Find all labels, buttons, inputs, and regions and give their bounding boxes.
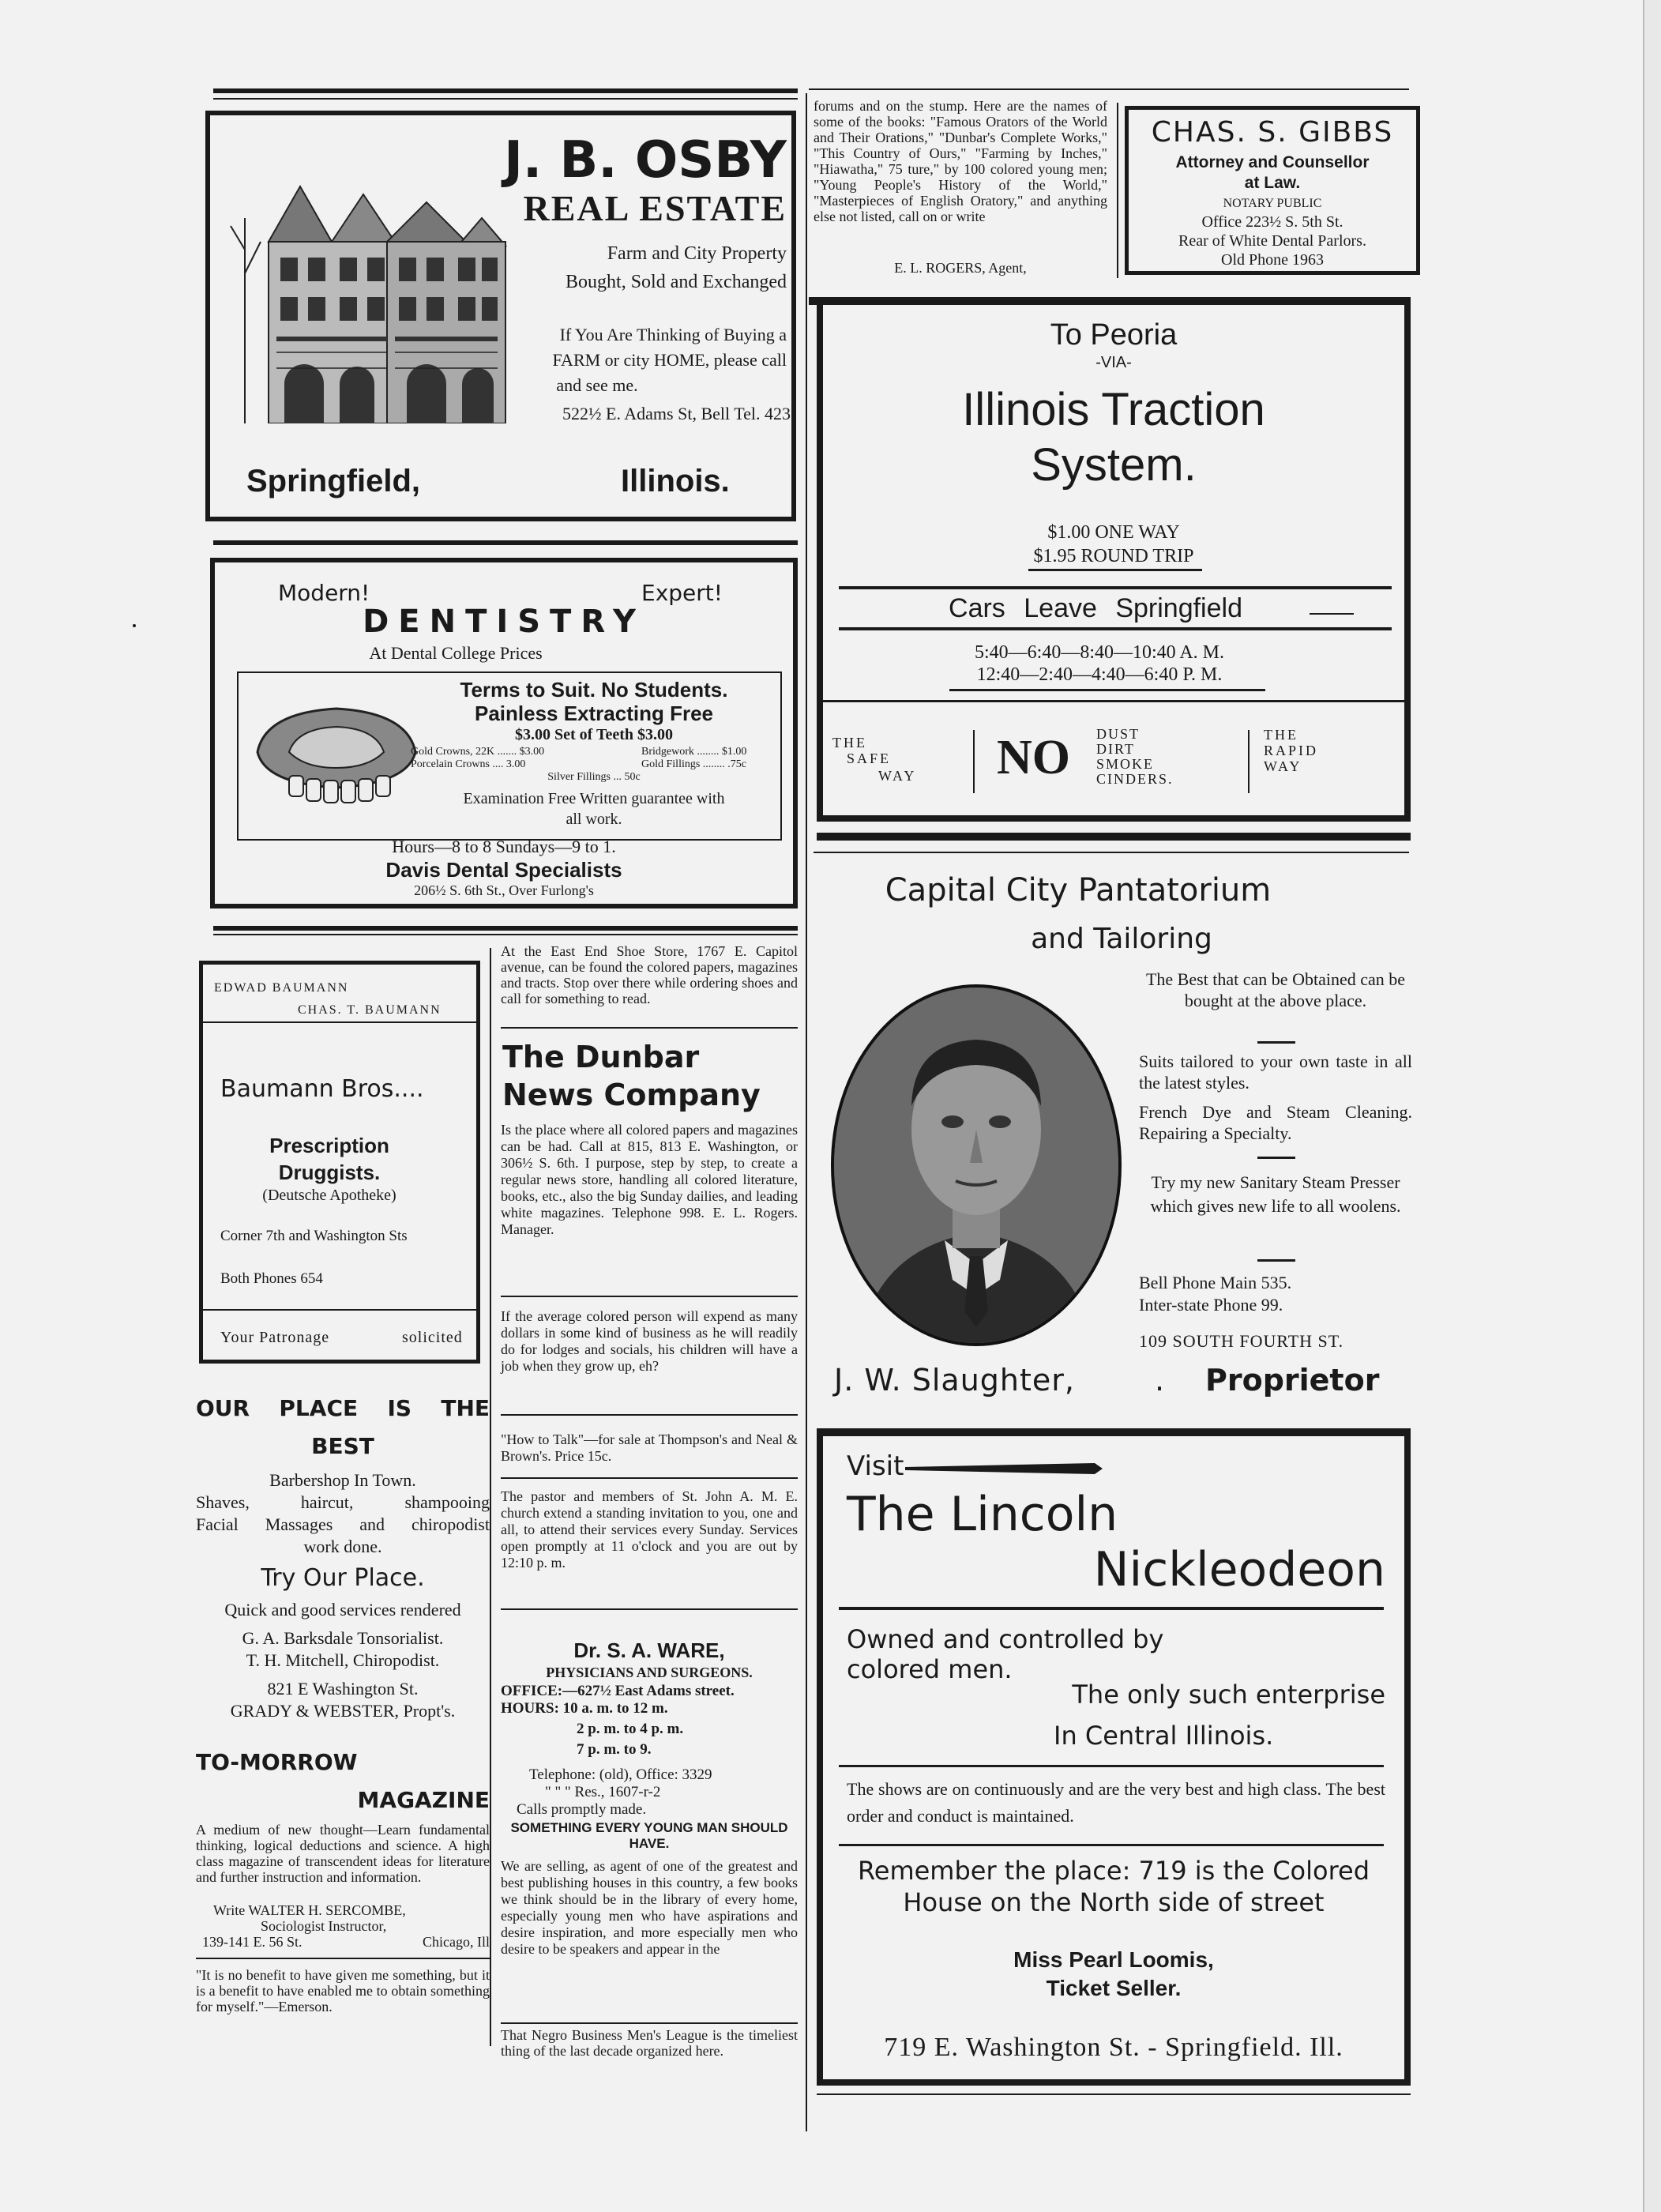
lincoln-remember1: Remember the place: 719 is the Colored	[857, 1856, 1370, 1886]
tomorrow-heading2: MAGAZINE	[357, 1787, 490, 1813]
baumann-name2: CHAS. T. BAUMANN	[298, 1003, 442, 1017]
dunbar-title2: News Company	[502, 1078, 761, 1112]
lincoln-visit-arrow	[905, 1463, 1103, 1474]
traction-safe-3: WAY	[878, 768, 917, 784]
barber-line5: Quick and good services rendered	[224, 1600, 461, 1620]
traction-bottom-rule	[817, 833, 1411, 841]
tomorrow-text: A medium of new thought—Learn fundamental thinking, logical deductions and science. A high class magazine of transcendent ideas for literature and further instruction and information.	[196, 1822, 490, 1885]
ware-tel2: " " " Res., 1607-r-2	[545, 1784, 661, 1800]
dentistry-row1a: Gold Crowns, 22K ....... $3.00	[411, 746, 545, 758]
pantatorium-p2: Suits tailored to your own taste in all the latest styles.	[1139, 1051, 1412, 1093]
lincoln-seller1: Miss Pearl Loomis,	[1013, 1947, 1214, 1972]
emerson-quote: "It is no benefit to have given me something, but it is a benefit to have enabled me to obtain something for myself."—Emerson.	[196, 1967, 490, 2014]
dentistry-inner-box	[237, 672, 782, 841]
dentistry-terms: Terms to Suit. No Students.	[460, 678, 728, 702]
traction-no-2: DIRT	[1096, 741, 1135, 757]
traction-to: To Peoria	[1050, 318, 1178, 352]
osby-title: REAL ESTATE	[523, 188, 787, 228]
lincoln-rule2	[839, 1765, 1384, 1767]
dentistry-row2b: Gold Fillings ........ .75c	[641, 758, 747, 770]
dentistry-prices: At Dental College Prices	[369, 643, 543, 663]
lincoln-rule3	[839, 1844, 1384, 1846]
dentistry-firm: Davis Dental Specialists	[385, 858, 622, 882]
tomorrow-heading1: TO-MORROW	[196, 1749, 358, 1775]
young-man-title: SOMETHING EVERY YOUNG MAN SHOULD HAVE.	[510, 1820, 788, 1851]
slaughter-portrait	[826, 980, 1126, 1351]
books-agent-signature: E. L. ROGERS, Agent,	[894, 260, 1027, 276]
lincoln-rule1	[839, 1607, 1384, 1610]
baumann-ad	[199, 961, 480, 1364]
osby-real-estate-ad	[205, 111, 796, 521]
lincoln-only2: In Central Illinois.	[1054, 1721, 1274, 1751]
top-rule-left-thin	[213, 98, 798, 100]
dentistry-row1b: Bridgework ........ $1.00	[641, 746, 747, 758]
dentistry-hours: Hours—8 to 8 Sundays—9 to 1.	[392, 837, 616, 856]
mid-rule3	[501, 1414, 798, 1416]
tomorrow-write: Write WALTER H. SERCOMBE,	[213, 1902, 406, 1918]
dentistry-address: 206½ S. 6th St., Over Furlong's	[414, 882, 594, 898]
tomorrow-address: 139-141 E. 56 St.	[202, 1934, 303, 1950]
lincoln-shows: The shows are on continuously and are the very best and high class. The best order and conduct is maintained.	[847, 1779, 1385, 1826]
gibbs-name: CHAS. S. GIBBS	[1151, 116, 1394, 149]
ware-hours3: 7 p. m. to 9.	[577, 1741, 652, 1758]
top-rule-left	[213, 88, 798, 93]
traction-no: NO	[997, 731, 1070, 784]
gibbs-rear: Rear of White Dental Parlors.	[1178, 232, 1366, 250]
lincoln-address: 719 E. Washington St. - Springfield. Ill.	[884, 2033, 1343, 2062]
baumann-name1: EDWAD BAUMANN	[214, 981, 349, 995]
barber-line1: Barbershop In Town.	[269, 1470, 416, 1490]
barber-line3: Facial Massages and chiropodist	[196, 1514, 490, 1534]
dentistry-set: $3.00 Set of Teeth $3.00	[515, 726, 673, 743]
page-edge	[1643, 0, 1661, 2212]
lincoln-visit: Visit	[847, 1450, 904, 1482]
gibbs-phone: Old Phone 1963	[1221, 251, 1324, 269]
pantatorium-p4: Try my new Sanitary Steam Presser which gives new life to all woolens.	[1150, 1172, 1401, 1216]
traction-one-way: $1.00 ONE WAY	[1047, 522, 1180, 543]
gibbs-notary: NOTARY PUBLIC	[1223, 197, 1322, 210]
traction-rapid-3: WAY	[1264, 758, 1302, 774]
top-rule-right	[809, 88, 1409, 90]
baumann-footer-rule	[203, 1309, 476, 1311]
how-to-talk-text: "How to Talk"—for sale at Thompson's and Neal & Brown's. Price 15c.	[501, 1431, 798, 1464]
pantatorium-phone2: Inter-state Phone 99.	[1139, 1295, 1283, 1315]
osby-line1: Farm and City Property	[607, 243, 787, 264]
pantatorium-p1: The Best that can be Obtained can be bought at the above place.	[1145, 969, 1406, 1010]
osby-city: Springfield,	[246, 464, 420, 498]
pantatorium-title1: Capital City Pantatorium	[885, 872, 1272, 908]
barber-heading1: OUR PLACE IS THE	[196, 1395, 490, 1421]
baumann-firm: Baumann Bros....	[220, 1075, 424, 1103]
gibbs-attorney-ad	[1125, 106, 1420, 275]
traction-ad	[817, 303, 1411, 822]
pantatorium-top-rule	[814, 852, 1409, 853]
pantatorium-p3: French Dye and Steam Cleaning. Repairing a Specialty.	[1139, 1102, 1412, 1143]
gibbs-side-rule	[1117, 103, 1118, 278]
traction-rapid-2: RAPID	[1264, 743, 1319, 758]
traction-safe-2: SAFE	[847, 750, 892, 766]
traction-col-rule1	[973, 730, 975, 793]
traction-times-pm: 12:40—2:40—4:40—6:40 P. M.	[976, 664, 1223, 685]
books-list-text: forums and on the stump. Here are the names of some of the books: "Famous Orators of the World and Their Orations," "Dunbar's Complete Works," "This Country of Ours," "Farming by Inches," "Hiawatha," 75 ture," by 100 colored young men; "Young People's History of the World," "Masterpieces of English Oratory," and anything else not listed, call on or write	[814, 98, 1107, 224]
ware-office: OFFICE:—627½ East Adams street.	[501, 1683, 735, 1699]
traction-cars-leave: Cars Leave Springfield	[949, 593, 1242, 623]
dentistry-title: DENTISTRY	[363, 604, 645, 640]
mid-rule6	[501, 2022, 798, 2024]
osby-address: 522½ E. Adams St, Bell Tel. 423	[562, 404, 791, 423]
dentistry-top-rule	[213, 540, 798, 545]
column-divider-center	[806, 93, 807, 2131]
traction-divider3	[823, 700, 1404, 702]
pantatorium-sep1	[1257, 1041, 1295, 1044]
ware-hours2: 2 p. m. to 4 p. m.	[577, 1721, 684, 1737]
barber-line7: T. H. Mitchell, Chiropodist.	[246, 1650, 440, 1670]
baumann-line3: (Deutsche Apotheke)	[262, 1187, 396, 1204]
lincoln-owned2: colored men.	[847, 1654, 1013, 1684]
dunbar-title1: The Dunbar	[502, 1040, 700, 1074]
osby-pitch1: If You Are Thinking of Buying a	[559, 325, 787, 344]
traction-via: -VIA-	[1095, 354, 1132, 371]
tomorrow-role: Sociologist Instructor,	[261, 1918, 387, 1934]
lincoln-only1: The only such enterprise	[1072, 1680, 1385, 1710]
barber-line2: Shaves, haircut, shampooing	[196, 1492, 490, 1512]
mid-rule4	[501, 1477, 798, 1479]
pantatorium-title2: and Tailoring	[1031, 923, 1212, 955]
ware-tel1: Telephone: (old), Office: 3329	[529, 1766, 712, 1783]
young-man-text: We are selling, as agent of one of the greatest and best publishing houses in this country, a few books we think should be in the library of every home, especially young men who have aspirations and desire inspiration, and more especially men who desire to be speakers and appear in the	[501, 1858, 798, 1957]
osby-pitch2: FARM or city HOME, please call	[552, 350, 787, 370]
ware-hours1: HOURS: 10 a. m. to 12 m.	[501, 1700, 668, 1717]
barber-line4: work done.	[303, 1537, 382, 1556]
lincoln-owned1: Owned and controlled by	[847, 1624, 1164, 1654]
lincoln-name1: The Lincoln	[847, 1487, 1118, 1542]
barber-try: Try Our Place.	[261, 1564, 425, 1592]
pastor-text: The pastor and members of St. John A. M. E. church extend a standing invitation to you, one and all, to attend their services every Sunday. Services open promptly at 11 o'clock and you are out by 12:10 p. m.	[501, 1488, 798, 1571]
traction-no-4: CINDERS.	[1096, 771, 1174, 787]
dentistry-exam1: Examination Free Written guarantee with	[463, 790, 725, 807]
osby-name: J. B. OSBY	[504, 131, 787, 190]
column-divider-mid	[490, 948, 491, 2046]
osby-pitch3: and see me.	[556, 375, 638, 395]
ware-calls: Calls promptly made.	[517, 1801, 647, 1818]
dentistry-expert: Expert!	[641, 580, 723, 606]
barber-line6: G. A. Barksdale Tonsorialist.	[242, 1628, 444, 1648]
baumann-header-rule	[203, 1021, 476, 1023]
lincoln-ad	[817, 1435, 1411, 2086]
pantatorium-address: 109 SOUTH FOURTH ST.	[1139, 1331, 1344, 1351]
barber-line8: 821 E Washington St.	[267, 1679, 419, 1698]
pantatorium-phone1: Bell Phone Main 535.	[1139, 1273, 1292, 1292]
gibbs-office: Office 223½ S. 5th St.	[1201, 213, 1343, 231]
traction-name2: System.	[1031, 439, 1197, 491]
dentistry-bottom-rule-thin	[213, 934, 798, 935]
baumann-phones: Both Phones 654	[220, 1270, 323, 1287]
baumann-patron1: Your Patronage	[220, 1329, 330, 1346]
mid-rule2	[501, 1296, 798, 1297]
pantatorium-owner: J. W. Slaughter,	[834, 1363, 1075, 1398]
traction-price-rule	[1028, 569, 1202, 571]
gibbs-role1: Attorney and Counsellor	[1175, 153, 1370, 171]
traction-cars-dash	[1310, 613, 1354, 615]
pantatorium-sep2	[1257, 1157, 1295, 1159]
shoe-store-text: At the East End Shoe Store, 1767 E. Capitol avenue, can be found the colored papers, magazines and tracts. Stop over there while ordering shoes and call for something to read.	[501, 943, 798, 1006]
dentistry-painless: Painless Extracting Free	[474, 702, 714, 725]
mid-rule5	[501, 1608, 798, 1610]
lincoln-name2: Nickleodeon	[1093, 1542, 1385, 1597]
traction-times-rule	[949, 689, 1265, 691]
traction-no-1: DUST	[1096, 726, 1141, 742]
pantatorium-dot: .	[1155, 1363, 1165, 1398]
gibbs-role2: at Law.	[1244, 174, 1301, 192]
traction-no-3: SMOKE	[1096, 756, 1155, 772]
dentistry-row2a: Porcelain Crowns .... 3.00	[411, 758, 526, 770]
traction-round-trip: $1.95 ROUND TRIP	[1033, 546, 1194, 566]
dentistry-bottom-rule	[213, 926, 798, 931]
ink-speck	[133, 624, 136, 627]
baumann-patron2: solicited	[402, 1329, 463, 1346]
traction-safe-1: THE	[832, 735, 867, 750]
dentistry-row3: Silver Fillings ... 50c	[547, 771, 641, 783]
pantatorium-role: Proprietor	[1205, 1363, 1380, 1398]
traction-divider2	[839, 627, 1392, 630]
tomorrow-city: Chicago, Ill	[423, 1934, 490, 1950]
osby-state: Illinois.	[621, 464, 730, 498]
ware-sub: PHYSICIANS AND SURGEONS.	[546, 1665, 753, 1680]
townhouse-illustration	[229, 155, 513, 423]
traction-name1: Illinois Traction	[962, 384, 1265, 435]
lincoln-seller2: Ticket Seller.	[1046, 1976, 1182, 2000]
baumann-line1: Prescription	[269, 1134, 389, 1157]
lincoln-bottom-rule	[817, 2094, 1411, 2095]
baumann-line2: Druggists.	[278, 1161, 381, 1184]
traction-times-am: 5:40—6:40—8:40—10:40 A. M.	[974, 642, 1225, 663]
traction-col-rule2	[1248, 730, 1250, 793]
pantatorium-sep3	[1257, 1259, 1295, 1262]
osby-line2: Bought, Sold and Exchanged	[566, 272, 787, 292]
ware-name: Dr. S. A. WARE,	[573, 1638, 725, 1662]
dunbar-text: Is the place where all colored papers and magazines can be had. Call at 815, 813 E. Washington, or 306½ S. 6th. I purpose, step by step, to create a regular news store, handling all colored literature, books, etc., also the big Sunday dailies, and leading white magazines. Telephone 998. E. L. Rogers. Manager.	[501, 1122, 798, 1237]
barber-line9: GRADY & WEBSTER, Propt's.	[230, 1701, 456, 1721]
tomorrow-rule	[196, 1958, 490, 1959]
mid-rule1	[501, 1027, 798, 1029]
dentistry-modern: Modern!	[278, 580, 370, 606]
lincoln-remember2: House on the North side of street	[903, 1887, 1325, 1917]
dentistry-exam2: all work.	[566, 811, 622, 828]
traction-rapid-1: THE	[1264, 727, 1298, 743]
league-text: That Negro Business Men's League is the timeliest thing of the last decade organized here.	[501, 2027, 798, 2059]
dentistry-ad	[210, 558, 798, 908]
baumann-corner: Corner 7th and Washington Sts	[220, 1228, 408, 1244]
traction-divider1	[839, 586, 1392, 589]
average-person-text: If the average colored person will expend as many dollars in some kind of business as he will readily do for lodges and socials, his children will have a job when they grow up, eh?	[501, 1308, 798, 1374]
dentures-illustration	[250, 697, 423, 807]
barber-heading2: BEST	[311, 1433, 374, 1459]
